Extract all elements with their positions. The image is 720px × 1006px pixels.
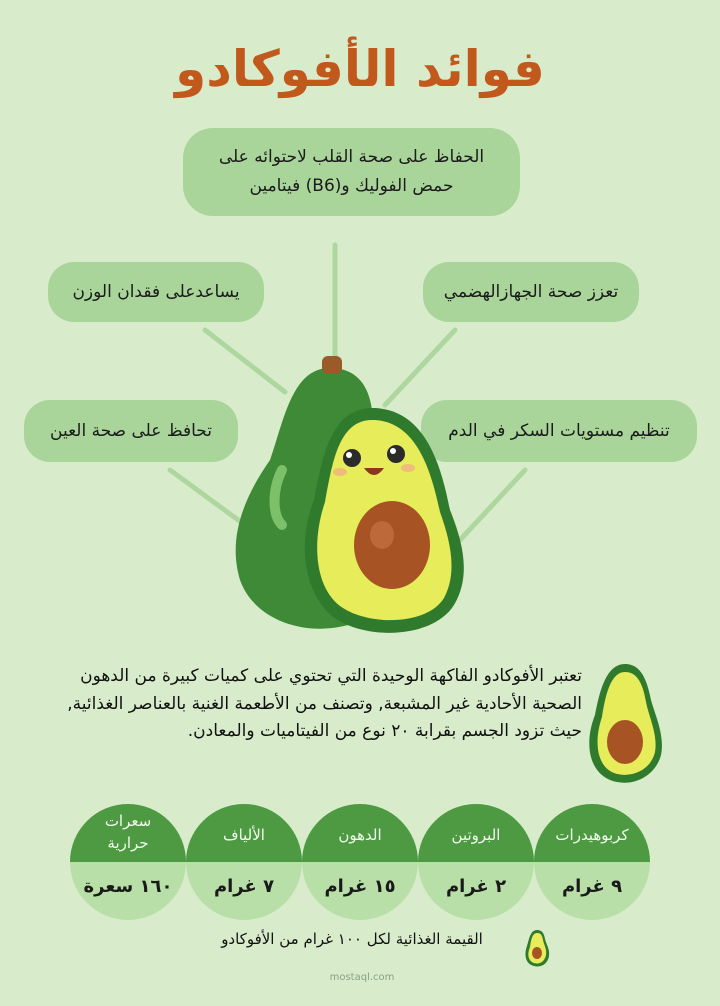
nutrition-value: ٩ غرام	[561, 875, 623, 897]
description-text: تعتبر الأفوكادو الفاكهة الوحيدة التي تحتوي على كميات كبيرة من الدهون الصحية الأحادية غير المشبعة, وتصنف من الأطعمة الغنية بالعناصر الغذائية, حيث تزود الجسم بقرابة ٢٠ نوع من الفيتاميات والمعادن.	[67, 666, 582, 742]
avocado-character	[222, 350, 482, 640]
benefit-heart-line1: الحفاظ على صحة القلب لاحتوائه على	[218, 147, 485, 168]
nutrition-label: الألياف	[186, 804, 302, 862]
benefit-heart	[183, 128, 520, 216]
benefit-heart-line2: حمض الفوليك و(B6) فيتامين	[249, 176, 454, 196]
nutrition-calories	[70, 804, 186, 920]
watermark: mostaql.com	[329, 972, 395, 983]
nutrition-label: سعرات حرارية	[70, 804, 186, 862]
avocado-half-icon	[585, 660, 665, 785]
benefit-eye: تحافظ على صحة العين	[24, 400, 238, 462]
avocado-small-icon	[524, 928, 550, 968]
nutrition-label: كربوهيدرات	[534, 804, 650, 862]
nutrition-carbs	[534, 804, 650, 920]
nutrition-label: الدهون	[302, 804, 418, 862]
nutrition-fiber	[186, 804, 302, 920]
nutrition-value: ٧ غرام	[213, 875, 275, 897]
page-title: فوائد الأفوكادو	[175, 40, 545, 98]
benefit-sugar: تنظيم مستويات السكر في الدم	[421, 400, 697, 462]
footer-note: القيمة الغذائية لكل ١٠٠ غرام من الأفوكادو	[221, 930, 483, 948]
benefit-weight: يساعدعلى فقدان الوزن	[48, 262, 264, 322]
nutrition-fat	[302, 804, 418, 920]
nutrition-label: البروتين	[418, 804, 534, 862]
nutrition-value: ٢ غرام	[445, 875, 507, 897]
benefit-digestion: تعزز صحة الجهازالهضمي	[423, 262, 639, 322]
nutrition-value: ١٥ غرام	[324, 875, 396, 897]
nutrition-value: ١٦٠ سعرة	[83, 875, 173, 897]
nutrition-protein	[418, 804, 534, 920]
